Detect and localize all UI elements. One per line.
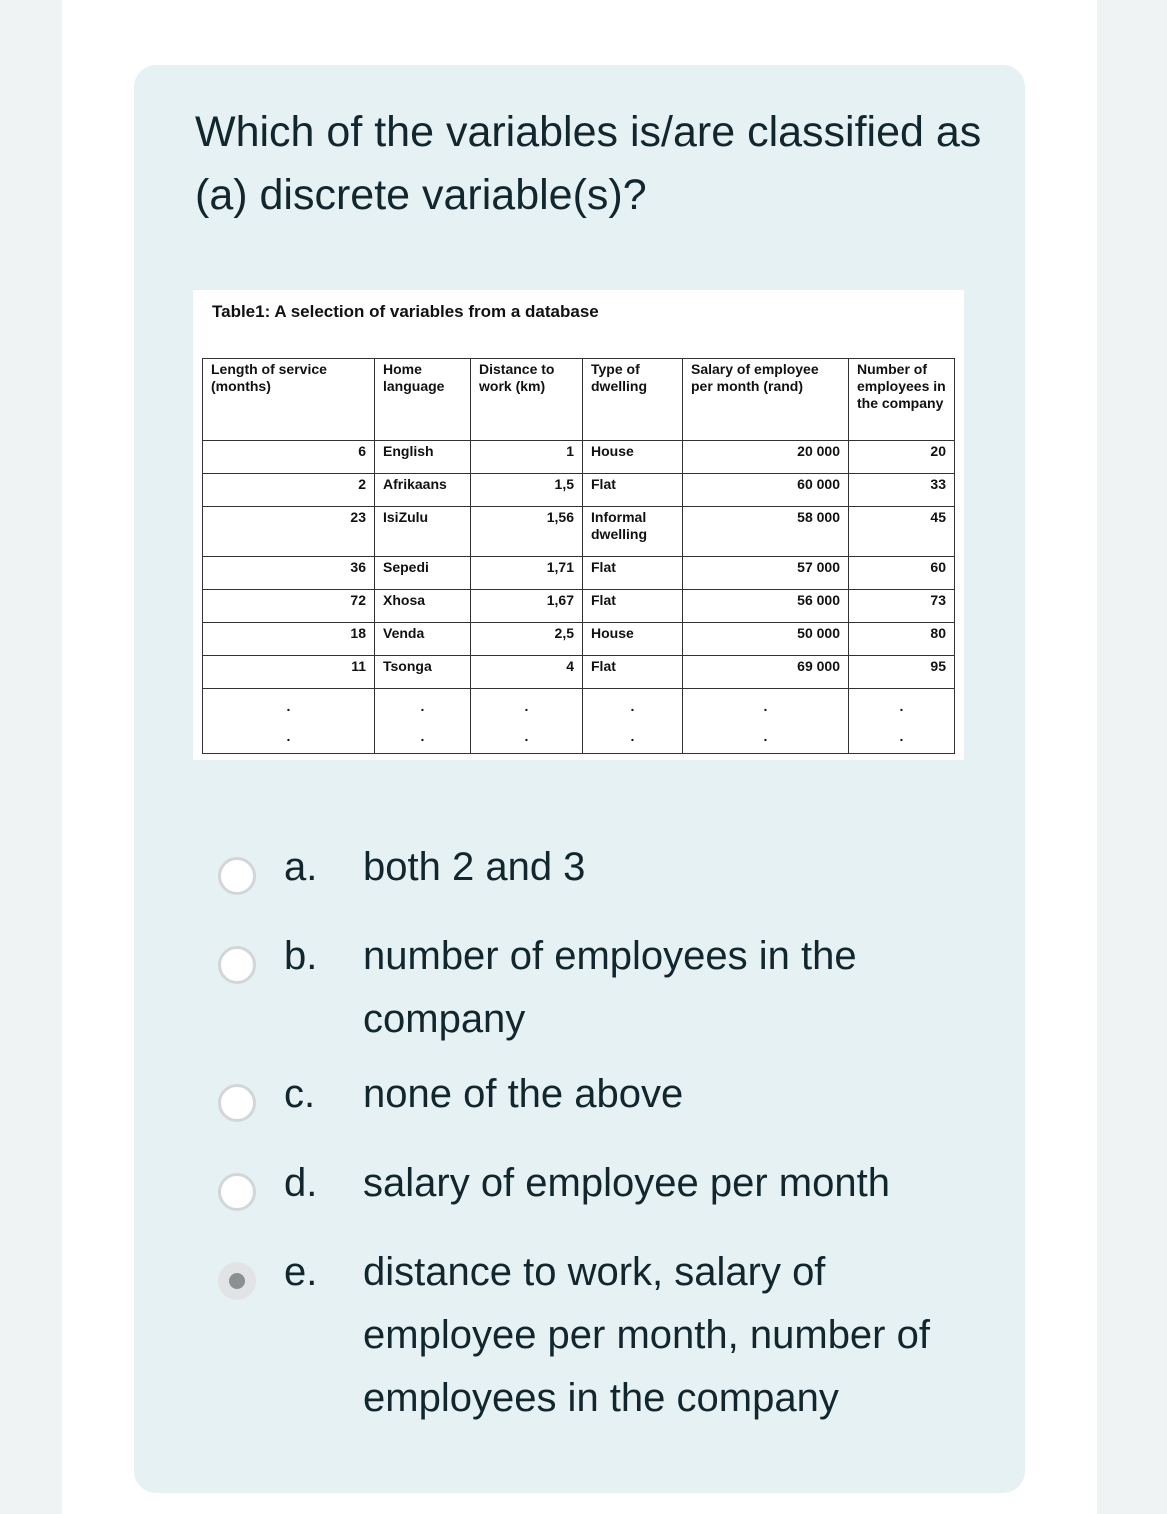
column-header: Salary of employee per month (rand) [683,359,849,441]
table-cell: Xhosa [375,590,471,623]
table-cell: 1 [471,441,583,474]
radio-e-selected[interactable] [218,1262,256,1300]
table-row [203,507,955,557]
table-caption: Table1: A selection of variables from a database [212,302,599,321]
table-cell: Flat [583,474,683,507]
table-cell: 36 [203,557,375,590]
table-cell: 1,71 [471,557,583,590]
option-text[interactable]: distance to work, salary of employee per month, number of employees in the company [363,1250,930,1420]
table-cell: 56 000 [683,590,849,623]
ellipsis-cell: . . [203,689,375,754]
table-cell: 1,67 [471,590,583,623]
table-cell: 11 [203,656,375,689]
option-letter: e. [284,1250,318,1294]
column-header: Distance to work (km) [471,359,583,441]
table-row [203,656,955,689]
table-cell: 69 000 [683,656,849,689]
table-cell: 23 [203,507,375,557]
table-cell: 1,5 [471,474,583,507]
table-cell: 6 [203,441,375,474]
table-cell: 45 [849,507,955,557]
option-text[interactable]: salary of employee per month [363,1161,890,1205]
table-cell: Flat [583,590,683,623]
column-header: Type of dwelling [583,359,683,441]
table-ellipsis-row [203,689,955,754]
table-cell: Flat [583,656,683,689]
table-cell: 2,5 [471,623,583,656]
ellipsis-cell: . . [683,689,849,754]
option-text[interactable]: none of the above [363,1072,684,1116]
ellipsis-cell: . . [583,689,683,754]
table-row [203,590,955,623]
variables-table [202,358,955,754]
radio-b[interactable] [218,946,256,984]
table-cell: Informal dwelling [583,507,683,557]
table-cell: 60 [849,557,955,590]
table-cell: 20 000 [683,441,849,474]
table-row [203,441,955,474]
option-letter: c. [284,1072,316,1116]
ellipsis-cell: . . [849,689,955,754]
radio-c[interactable] [218,1084,256,1122]
option-letter: d. [284,1161,318,1205]
table-cell: 73 [849,590,955,623]
table-cell: 57 000 [683,557,849,590]
table-cell: 58 000 [683,507,849,557]
ellipsis-cell: . . [471,689,583,754]
option-letter: b. [284,934,318,978]
table-cell: English [375,441,471,474]
table-image [193,290,964,760]
table-row [203,623,955,656]
table-cell: Venda [375,623,471,656]
table-cell: 80 [849,623,955,656]
table-cell: 33 [849,474,955,507]
table-cell: 1,56 [471,507,583,557]
table-cell: 2 [203,474,375,507]
table-cell: Afrikaans [375,474,471,507]
radio-d[interactable] [218,1173,256,1211]
option-text[interactable]: both 2 and 3 [363,845,586,889]
table-cell: 20 [849,441,955,474]
table-cell: Tsonga [375,656,471,689]
table-cell: 18 [203,623,375,656]
ellipsis-cell: . . [375,689,471,754]
table-cell: Flat [583,557,683,590]
table-cell: Sepedi [375,557,471,590]
table-cell: House [583,441,683,474]
table-cell: House [583,623,683,656]
question-text: Which of the variables is/are classified as (a) discrete variable(s)? [195,108,982,219]
table-cell: 50 000 [683,623,849,656]
table-cell: IsiZulu [375,507,471,557]
table-header-row [203,359,955,441]
page [62,0,1097,1514]
table-row [203,557,955,590]
column-header: Length of service (months) [203,359,375,441]
column-header: Number of employees in the company [849,359,955,441]
table-cell: 95 [849,656,955,689]
table-cell: 60 000 [683,474,849,507]
table-cell: 4 [471,656,583,689]
table-cell: 72 [203,590,375,623]
option-text[interactable]: number of employees in the company [363,934,857,1041]
table-row [203,474,955,507]
question-card [134,65,1025,1493]
option-letter: a. [284,845,318,889]
column-header: Home language [375,359,471,441]
radio-a[interactable] [218,857,256,895]
